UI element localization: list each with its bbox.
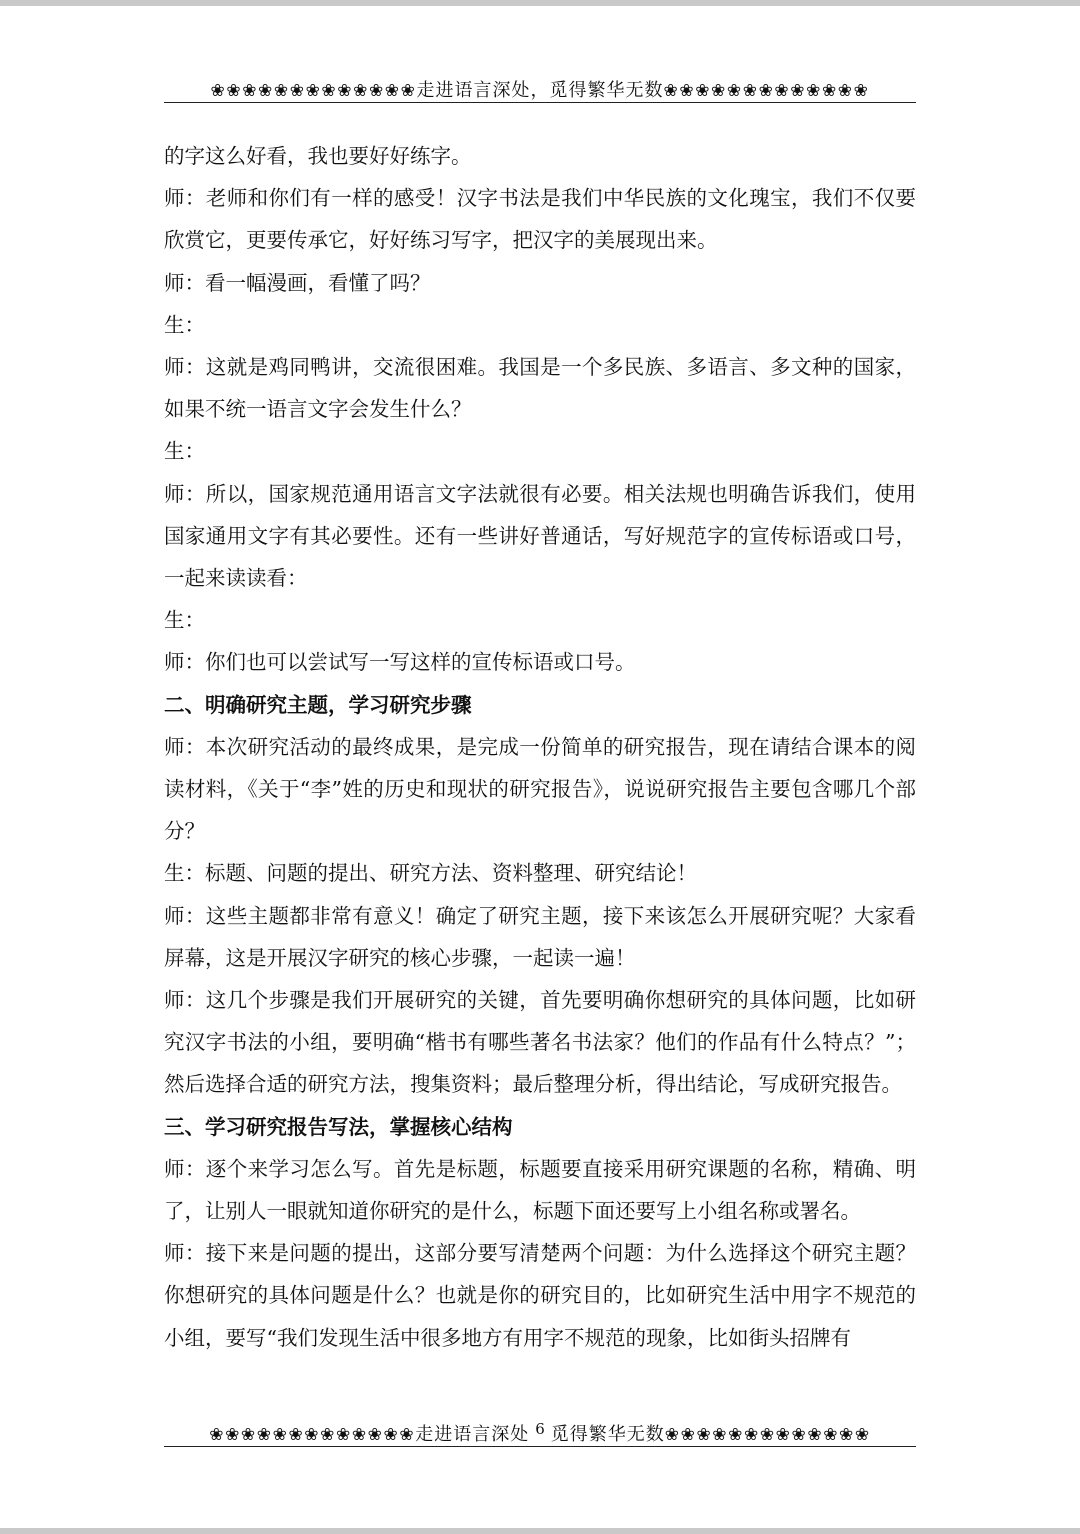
flower-border-right: ❀❀❀❀❀❀❀❀❀❀❀❀❀ [663, 81, 870, 101]
paragraph: 生： [164, 439, 205, 464]
paragraph: 师：看一幅漫画，看懂了吗？ [164, 270, 431, 295]
footer-slogan-left: 走进语言深处 [415, 1424, 530, 1445]
paragraph: 的字这么好看，我也要好好练字。 [164, 144, 472, 168]
paragraph: 师：接下来是问题的提出，这部分要写清楚两个问题：为什么选择这个研究主题？你想研究的具体问题是什么？也就是你的研究目的，比如研究生活中用字不规范的小组，要写“我们发现生活中很多地方有用字不规范的现象，比如街头招牌有 [164, 1241, 916, 1350]
footer-slogan-right: 觅得繁华无数 [550, 1424, 665, 1445]
paragraph: 师：本次研究活动的最终成果，是完成一份简单的研究报告，现在请结合课本的阅读材料，《关于“李”姓的历史和现状的研究报告》，说说研究报告主要包含哪几个部分？ [164, 734, 916, 844]
section-heading: 二、明确研究主题，学习研究步骤 [164, 692, 472, 717]
document-page [0, 6, 1080, 1528]
paragraph: 生： [164, 608, 205, 633]
page-header [164, 76, 916, 103]
paragraph: 师：所以，国家规范通用语言文字法就很有必要。相关法规也明确告诉我们，使用国家通用文字有其必要性。还有一些讲好普通话，写好规范字的宣传标语或口号，一起来读读看： [164, 481, 916, 591]
paragraph: 师：这几个步骤是我们开展研究的关键，首先要明确你想研究的具体问题，比如研究汉字书法的小组，要明确“楷书有哪些著名书法家？他们的作品有什么特点？”；然后选择合适的研究方法，搜集资料；最后整理分析，得出结论，写成研究报告。 [164, 988, 916, 1097]
page-number: 6 [535, 1420, 545, 1438]
paragraph: 师：你们也可以尝试写一写这样的宣传标语或口号。 [164, 650, 636, 675]
paragraph: 师：逐个来学习怎么写。首先是标题，标题要直接采用研究课题的名称，精确、明了，让别人一眼就知道你研究的是什么，标题下面还要写上小组名称或署名。 [164, 1156, 916, 1224]
flower-border-left: ❀❀❀❀❀❀❀❀❀❀❀❀❀ [210, 81, 417, 101]
paragraph: 生：标题、问题的提出、研究方法、资料整理、研究结论！ [164, 861, 697, 886]
flower-border-right: ❀❀❀❀❀❀❀❀❀❀❀❀❀ [664, 1425, 871, 1445]
paragraph: 师：老师和你们有一样的感受！汉字书法是我们中华民族的文化瑰宝，我们不仅要欣赏它，更要传承它，好好练习写字，把汉字的美展现出来。 [164, 186, 916, 253]
header-slogan: 走进语言深处，觅得繁华无数 [416, 80, 664, 101]
paragraph: 生： [164, 312, 205, 337]
section-heading: 三、学习研究报告写法，掌握核心结构 [164, 1114, 513, 1139]
paragraph: 师：这些主题都非常有意义！确定了研究主题，接下来该怎么开展研究呢？大家看屏幕，这是开展汉字研究的核心步骤，一起读一遍！ [164, 903, 916, 970]
paragraph: 师：这就是鸡同鸭讲，交流很困难。我国是一个多民族、多语言、多文种的国家，如果不统一语言文字会发生什么？ [164, 355, 916, 422]
page-footer [164, 1420, 916, 1447]
document-body [164, 135, 916, 1359]
flower-border-left: ❀❀❀❀❀❀❀❀❀❀❀❀❀ [209, 1425, 416, 1445]
